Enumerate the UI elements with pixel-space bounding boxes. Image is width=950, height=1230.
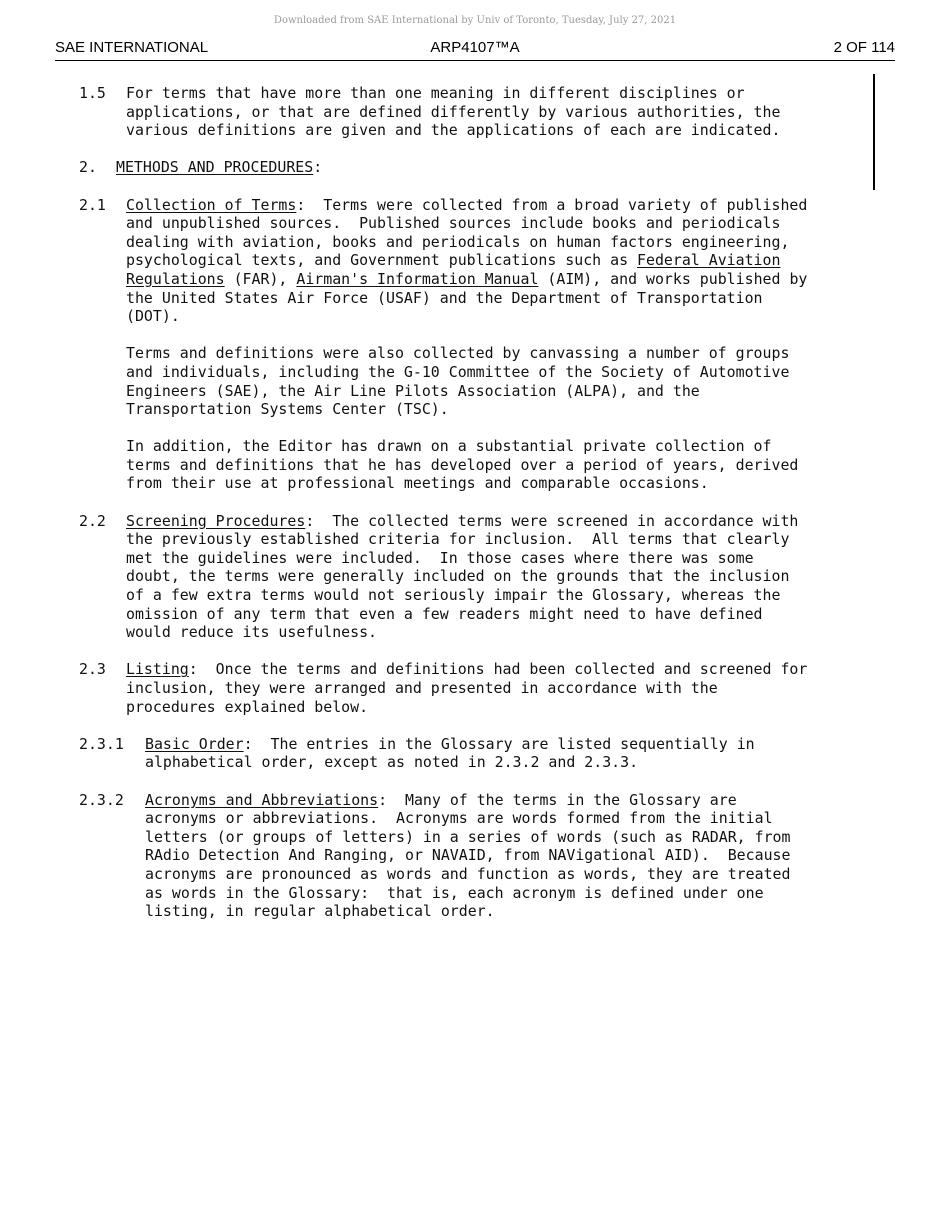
section-1-5 — [0, 84, 950, 140]
section-2-heading — [0, 158, 950, 177]
header-page-number: 2 OF 114 — [833, 39, 895, 56]
section-title: Collection of Terms — [126, 195, 297, 214]
section-number: 2.3 — [79, 660, 106, 679]
section-title: Basic Order — [145, 734, 244, 753]
section-number: 2. — [79, 158, 97, 177]
far-title: Federal Aviation — [637, 251, 781, 270]
aim-title: Airman's Information Manual — [296, 269, 539, 288]
section-text: Collection of Terms: Terms were collected from a broad variety of published and unpublished sources. Published sources include books and periodicals dealing with aviation, books and periodicals on human factors engineering, psychological texts, and Government publications such as Federal Aviation Regulations (FAR), Airman's Information Manual (AIM), and works published by the United States Air Force (USAF) and the Department of Transportation (DOT). — [126, 195, 808, 326]
section-text: Terms and definitions were also collected by canvassing a number of groups and individuals, including the G-10 Committee of the Society of Automotive Engineers (SAE), the Air Line Pilots Association (ALPA), and the Transportation Systems Center (TSC). — [126, 344, 790, 419]
far-title-cont: Regulations — [126, 269, 225, 288]
section-2-1-paragraph-3 — [0, 437, 950, 493]
section-2-3 — [0, 660, 950, 716]
section-2-3-1 — [0, 735, 950, 772]
section-2-1 — [0, 196, 950, 326]
section-title: Listing — [126, 660, 189, 679]
section-text: In addition, the Editor has drawn on a substantial private collection of terms and definitions that he has developed over a period of years, derived from their use at professional meetings and comparable occasions. — [126, 437, 799, 493]
section-text: Acronyms and Abbreviations: Many of the terms in the Glossary are acronyms or abbreviations. Acronyms are words formed from the initial letters (or groups of letters) in a series of words (such as RADAR, from RAdio Detection And Ranging, or NAVAID, from NAVigational AID). Because acronyms are pronounced as words and function as words, they are treated as words in the Glossary: that is, each acronym is defined under one listing, in regular alphabetical order. — [145, 790, 791, 921]
section-text: Basic Order: The entries in the Glossary are listed sequentially in alphabetical order, except as noted in 2.3.2 and 2.3.3. — [145, 734, 755, 772]
page-header — [55, 38, 895, 61]
section-number: 2.2 — [79, 511, 106, 530]
header-document-number: ARP4107™A — [430, 39, 520, 56]
document-body — [0, 84, 950, 939]
section-text: Screening Procedures: The collected terms were screened in accordance with the previously established criteria for inclusion. All terms that clearly met the guidelines were included. In those cases where there was some doubt, the terms were generally included on the grounds that the inclusion of a few extra terms would not seriously impair the Glossary, whereas the omission of any term that even a few readers might need to have defined would reduce its usefulness. — [126, 511, 799, 642]
section-heading: METHODS AND PROCEDURES: — [116, 158, 323, 177]
section-number: 1.5 — [79, 84, 106, 102]
section-2-2 — [0, 512, 950, 642]
section-title: Screening Procedures — [126, 511, 306, 530]
section-number: 2.3.1 — [79, 734, 124, 753]
section-text: For terms that have more than one meaning in different disciplines or applications, or that are defined differently by various authorities, the various definitions are given and the applications of each are indicated. — [126, 84, 781, 140]
section-number: 2.3.2 — [79, 790, 124, 809]
section-2-3-2 — [0, 791, 950, 921]
section-title: Acronyms and Abbreviations — [145, 790, 379, 809]
download-watermark: Downloaded from SAE International by Univ of Toronto, Tuesday, July 27, 2021 — [273, 15, 677, 26]
section-number: 2.1 — [79, 195, 106, 214]
section-text: Listing: Once the terms and definitions had been collected and screened for inclusion, they were arranged and presented in accordance with the procedures explained below. — [126, 660, 808, 716]
section-2-1-paragraph-2 — [0, 344, 950, 418]
header-publisher: SAE INTERNATIONAL — [55, 39, 209, 56]
